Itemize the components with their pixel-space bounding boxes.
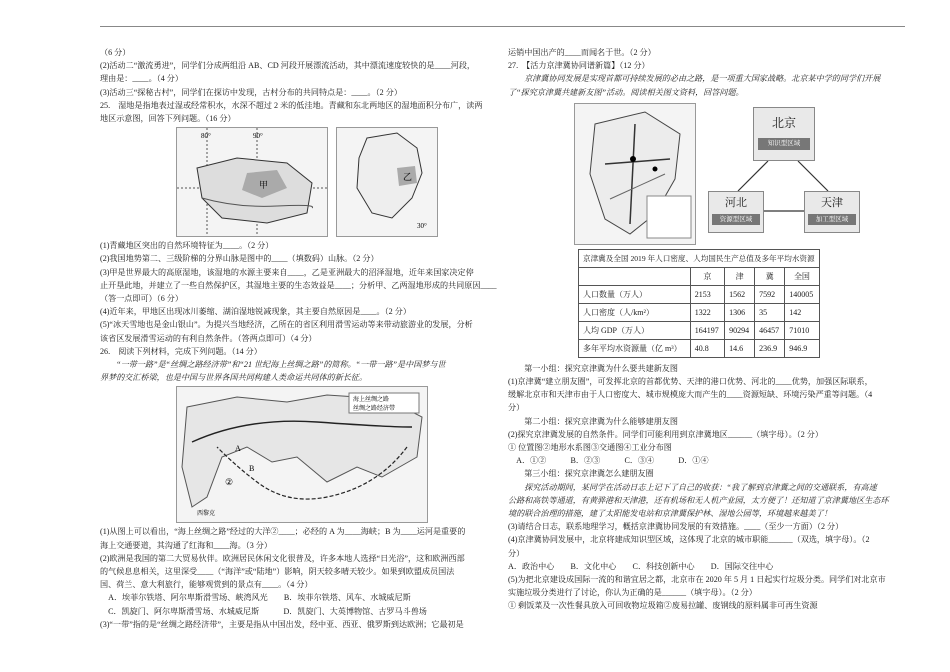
table-cell: 1306 bbox=[725, 303, 755, 321]
text-line: 的气候息息相关，这里深受____（“海洋”或“陆地”）影响，阴天较多晴天较少。如果到欧盟成员国法 bbox=[100, 567, 455, 577]
text-line: 界梦的交汇桥梁，也是中国与世界各国共同构建人类命运共同体的新长征。 bbox=[100, 373, 368, 383]
text-line: (5)“冰天雪地也是金山银山”。为提兴当地经济，乙所在的省区利用滑雪运动等来带动旅游业的发展，分析 bbox=[100, 320, 473, 330]
text-line: 运销中国出产的____而闻名于世。（2 分） bbox=[508, 48, 656, 57]
header-rule bbox=[100, 26, 905, 27]
text-line: 理由是：____。（4 分） bbox=[100, 74, 183, 84]
legend-land: 丝绸之路经济带 bbox=[353, 406, 396, 413]
text-line: (4)近年来，甲地区出现冰川萎缩、湖泊湿地锐减现象，其主要自然原因是____。（2 分） bbox=[100, 307, 411, 317]
wetland-maps bbox=[176, 127, 488, 237]
text-line: 国、荷兰、意大利旅行，能够观赏到的景点有____。（4 分） bbox=[100, 580, 313, 590]
text-line: (5)为把北京建设成国际一流的和谐宜居之都，北京市在 2020 年 5 月 1 日起实行垃圾分类。同学们对北京市 bbox=[508, 575, 886, 585]
label-b: B bbox=[249, 464, 255, 474]
text-line: 该省区发展滑雪运动的有利自然条件。（答两点即可）（4 分） bbox=[100, 333, 317, 343]
text-line: 27. 【活力京津冀协同谱新篇】（12 分） bbox=[508, 61, 650, 71]
left-column bbox=[100, 46, 497, 631]
label-lat: 30° bbox=[417, 222, 427, 231]
table-cell: 14.6 bbox=[725, 339, 755, 357]
text-line: (3)活动三“探秘古村”，同学们在探访中发现，古村分布的共同特点是：____。（2 分） bbox=[100, 87, 402, 97]
tianjin-box bbox=[804, 191, 860, 233]
table-row bbox=[579, 303, 820, 321]
text-line: (2)探究京津冀发展的自然条件。同学们可能利用到京津冀地区______（填字母）。（2 分） bbox=[508, 429, 823, 439]
table-cell: 多年平均水资源量（亿 m³） bbox=[579, 339, 691, 357]
table-header bbox=[579, 267, 691, 285]
table-cell: 1562 bbox=[725, 285, 755, 303]
table-header-row bbox=[579, 267, 820, 285]
text-line: A．埃菲尔铁塔、阿尔卑斯滑雪场、峡湾风光 B．埃菲尔铁塔、风车、水城威尼斯 bbox=[100, 593, 411, 603]
text-line: 缓解北京市和天津市由于人口密度大、城市规模庞大而产生的____资源短缺、环境污染严重等问题。（4 bbox=[508, 390, 873, 400]
table-cell: 35 bbox=[755, 303, 785, 321]
label-lon: 80° bbox=[201, 132, 211, 141]
text-line: 境的联合治理的措施，建了太阳能发电站和京津冀保护林、湿地公园等，环境越来越美了！ bbox=[508, 509, 832, 519]
city-roles-diagram bbox=[708, 103, 858, 243]
text-line: 海上交通要道，其沟通了红海和____海。（3 分） bbox=[100, 540, 272, 550]
table-cell: 236.9 bbox=[755, 339, 785, 357]
text-line: 了“探究京津冀共建新友图”活动。阅读相关图文资料，回答问题。 bbox=[508, 87, 744, 97]
label-yi: 乙 bbox=[403, 172, 413, 183]
jingjinji-map bbox=[574, 103, 696, 245]
belt-road-map-svg bbox=[177, 387, 427, 522]
text-line: 第三小组：探究京津冀怎么建朋友圈 bbox=[508, 469, 654, 479]
jingjinji-figures bbox=[574, 103, 908, 245]
table-cell: 46457 bbox=[755, 321, 785, 339]
table-cell: 1322 bbox=[690, 303, 724, 321]
text-line: 第二小组：探究京津冀为什么能够建朋友图 bbox=[508, 416, 678, 426]
label-lon: 90° bbox=[253, 132, 263, 141]
text-line: (3)“一带”指的是“丝绸之路经济带”，主要是指从中国出发，经中亚、西亚、俄罗斯到达欧洲；它最初是 bbox=[100, 619, 464, 629]
text-line: (2)活动二“激流勇进”，同学们分成两组沿 AB、CD 河段开展漂流活动，其中漂流速度较快的是____河段， bbox=[100, 61, 476, 71]
table-cell: 164197 bbox=[690, 321, 724, 339]
qinghai-tibet-map bbox=[176, 127, 328, 237]
text-line: ① 位置图②地形水系图③交通图④工业分布图 bbox=[508, 443, 672, 453]
northeast-map-svg bbox=[337, 128, 437, 236]
text-line: 京津冀协同发展是实现首都可持续发展的必由之路，是一项重大国家战略。北京某中学的同学们开展 bbox=[508, 74, 881, 84]
tianjin-tag: 加工型区域 bbox=[808, 214, 856, 225]
city-marker bbox=[653, 166, 658, 171]
label-a: A bbox=[235, 444, 241, 454]
text-line: (3)甲是世界最大的高原湿地，该湿地的水源主要来自____，乙是亚洲最大的沼泽湿地，近年来国家决定停 bbox=[100, 267, 474, 277]
table-header: 京 bbox=[690, 267, 724, 285]
text-line: A．政治中心 B．文化中心 C．科技创新中心 D．国际交往中心 bbox=[508, 561, 774, 571]
table-cell: 7592 bbox=[755, 285, 785, 303]
table-cell: 71010 bbox=[785, 321, 819, 339]
text-line: (2)欧洲是我国的第二大贸易伙伴。欧洲居民休闲文化很普及，许多本地人选择“日光浴”，这和欧洲西部 bbox=[100, 553, 465, 563]
text-line: C．凯旋门、阿尔卑斯滑雪场、水城威尼斯 D．凯旋门、大英博物馆、古罗马斗兽场 bbox=[100, 606, 427, 616]
text-line: ① 剩饭菜及一次性餐具放入可回收物垃圾箱②废易拉罐、废钢线的原料属非可再生资源 bbox=[508, 601, 818, 611]
hebei-label: 河北 bbox=[725, 196, 747, 209]
text-line: (1)京津冀“建立朋友圈”，可发挥北京的首都优势、天津的港口优势、河北的____优势，加强区际联系， bbox=[508, 377, 873, 387]
text-line: 公路和高铁等通道，有黄骅港和天津港，还有机场和无人机产业园，太方便了！还知道了京津冀地区生态环 bbox=[508, 495, 889, 505]
label-port: 西黎克 bbox=[197, 511, 216, 518]
table-cell: 人口密度（人/km²） bbox=[579, 303, 691, 321]
text-line: 止开垦此地，并建立了一些自然保护区，其湿地主要的生态效益是____；分析甲、乙两湿地形成的共同原因____ bbox=[100, 280, 497, 290]
qinghai-tibet-map-svg bbox=[177, 128, 327, 236]
beijing-label: 北京 bbox=[771, 115, 796, 130]
label-jia: 甲 bbox=[259, 180, 269, 191]
table-cell: 946.9 bbox=[785, 339, 819, 357]
map-legend bbox=[647, 196, 691, 238]
text-line: A．①② B．②③ C．③④ D．①④ bbox=[508, 456, 709, 466]
table-row bbox=[579, 321, 820, 339]
text-line: 26. 阅读下列材料，完成下列问题。（14 分） bbox=[100, 346, 262, 356]
arrow-line bbox=[798, 161, 828, 191]
table-cell: 40.8 bbox=[690, 339, 724, 357]
text-line: 地区示意图，回答下列问题。（16 分） bbox=[100, 114, 236, 124]
tianjin-label: 天津 bbox=[821, 196, 843, 209]
text-line: 分） bbox=[508, 548, 525, 558]
table-cell: 140005 bbox=[785, 285, 819, 303]
text-line: （6 分） bbox=[100, 48, 131, 57]
text-line: 分） bbox=[508, 403, 525, 413]
text-line: (4)京津冀协同发展中，北京将建成知识型区域，这体现了北京的城市职能______（双选，填字母）。（2 bbox=[508, 535, 870, 545]
arrow-line bbox=[738, 161, 768, 191]
text-line: 25. 湿地是指地表过湿或经常积水，水深不超过 2 米的低洼地。青藏和东北两地区的湿地面积分布广，读两 bbox=[100, 100, 483, 110]
city-marker bbox=[630, 156, 636, 162]
beijing-box bbox=[753, 107, 815, 161]
label-ocean: ② bbox=[225, 477, 234, 488]
northeast-map bbox=[336, 127, 438, 237]
text-line: (1)青藏地区突出的自然环境特征为____。（2 分） bbox=[100, 241, 274, 251]
jingjinji-map-svg bbox=[575, 104, 695, 244]
text-line: “一带一路”是“丝绸之路经济带”和“21 世纪海上丝绸之路”的简称。“一带一路”是中国梦与世 bbox=[100, 360, 446, 370]
text-line: （答一点即可）（6 分） bbox=[100, 294, 183, 304]
table-header: 津 bbox=[725, 267, 755, 285]
table-header: 全国 bbox=[785, 267, 819, 285]
text-line: (3)请结合日志，联系地理学习，概括京津冀协同发展的有效措施。____（至少一方面）（2 分） bbox=[508, 522, 844, 532]
beijing-tag: 知识型区域 bbox=[758, 138, 810, 150]
text-line: (2)我国地势第二、三级阶梯的分界山脉是图中的____（填数码）山脉。（2 分） bbox=[100, 254, 379, 264]
table-cell: 2153 bbox=[690, 285, 724, 303]
table-caption: 京津冀及全国 2019 年人口密度、人均国民生产总值及多年平均水资源 bbox=[579, 249, 820, 267]
text-line: 探究活动期间，某同学在活动日志上记下了自己的收获：“我了解到京津冀之间的交通联系，有高速 bbox=[508, 482, 877, 492]
table-row bbox=[579, 339, 820, 357]
right-column bbox=[508, 46, 908, 613]
table-cell: 人均 GDP（万人） bbox=[579, 321, 691, 339]
table-header: 冀 bbox=[755, 267, 785, 285]
table-row bbox=[579, 285, 820, 303]
table-cell: 人口数量（万人） bbox=[579, 285, 691, 303]
hebei-tag: 资源型区域 bbox=[712, 214, 760, 225]
text-line: 实施垃圾分类进行了讨论，你认为正确的是______（填字母）。（2 分） bbox=[508, 588, 757, 598]
belt-road-map bbox=[176, 386, 428, 523]
text-line: 第一小组：探究京津冀为什么要共建新友图 bbox=[508, 363, 678, 373]
population-table bbox=[578, 249, 820, 358]
text-line: (1)从图上可以看出，“海上丝绸之路”经过的大洋②____；必经的 A 为____海峡；B 为____运河是重要的 bbox=[100, 527, 466, 537]
hebei-box bbox=[708, 191, 764, 233]
legend-sea: 海上丝绸之路 bbox=[353, 397, 390, 404]
table-cell: 142 bbox=[785, 303, 819, 321]
table-cell: 90294 bbox=[725, 321, 755, 339]
